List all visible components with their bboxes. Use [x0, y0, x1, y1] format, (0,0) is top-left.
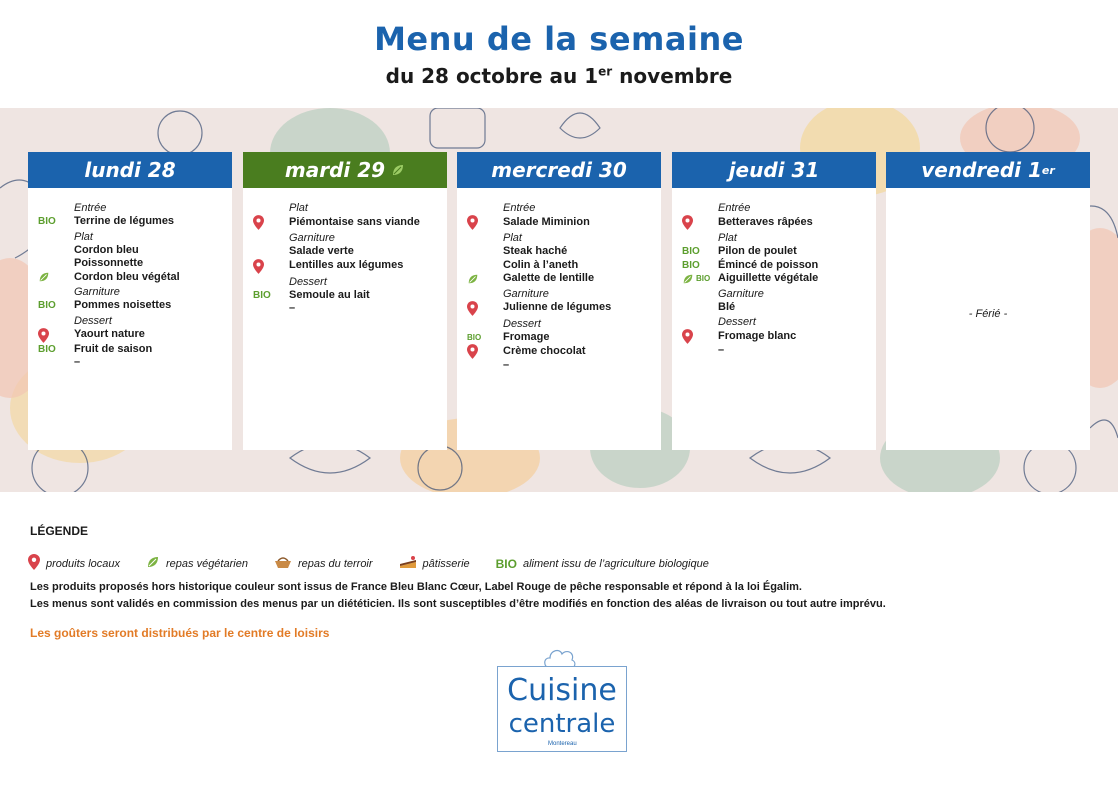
section-label: Garniture — [74, 286, 120, 298]
menu-item-text: Cordon bleu végétal — [74, 270, 180, 283]
menu-section — [467, 232, 655, 286]
menu-item — [467, 331, 655, 345]
section-label: Plat — [503, 232, 522, 244]
menu-item — [467, 245, 655, 259]
menu-item — [682, 272, 870, 286]
leaf-icon — [391, 158, 405, 182]
menu-item-text: Semoule au lait — [289, 288, 370, 301]
pin-icon — [467, 301, 503, 316]
bio-badge — [38, 343, 74, 357]
menu-item — [38, 257, 226, 271]
legend-veg — [146, 555, 248, 572]
logo-tag: Montereau — [548, 741, 577, 747]
menu-item — [467, 344, 655, 359]
menu-item-text: Émincé de poisson — [718, 258, 819, 271]
menu-item-text: Blé — [718, 300, 736, 313]
pin-icon — [682, 329, 718, 344]
menu-item-text: Fruit de saison — [74, 342, 153, 355]
bio-label: BIO — [682, 246, 700, 257]
section-label: Entrée — [718, 202, 751, 214]
day-name: vendredi 1 — [921, 158, 1042, 182]
bio-badge — [253, 289, 289, 303]
bio-badge — [467, 331, 503, 345]
pin-icon — [253, 215, 289, 230]
legend-local-label: produits locaux — [46, 557, 120, 570]
menu-item-text: – — [74, 356, 81, 368]
cake-icon — [399, 555, 417, 572]
menu-item-text: Betteraves râpées — [718, 215, 813, 228]
legend-note: Les menus sont validés en commission des menus par un diététicien. Ils sont susceptibles d’être modifiés en fonction des aléas de livraison ou tout autre imprévu. — [30, 598, 886, 610]
day-header — [457, 152, 661, 188]
menu-item-text: – — [503, 359, 510, 371]
bio-badge — [38, 299, 74, 313]
legend-veg-label: repas végétarien — [166, 557, 248, 570]
menu-item — [682, 245, 870, 259]
menu-item-text: Colin à l’aneth — [503, 258, 579, 271]
bio-badge — [682, 259, 718, 273]
day-column-tuesday — [243, 152, 447, 450]
day-name: mardi 29 — [284, 158, 386, 182]
menu-item-text: Galette de lentille — [503, 272, 595, 284]
pin-icon — [467, 215, 503, 230]
section-label: Plat — [74, 230, 93, 243]
day-name: mercredi 30 — [491, 158, 627, 182]
day-header — [886, 152, 1090, 188]
menu-item — [467, 301, 655, 316]
day-menu — [672, 188, 876, 358]
menu-section — [38, 315, 226, 370]
menu-item-text: – — [289, 302, 296, 314]
day-menu — [457, 188, 661, 373]
menu-item-text: – — [718, 344, 725, 356]
day-name: lundi 28 — [84, 158, 176, 182]
basket-icon — [274, 555, 292, 572]
logo-line2: centrale — [508, 709, 616, 739]
menu-item-text: Julienne de légumes — [503, 301, 612, 314]
day-column-friday — [886, 152, 1090, 450]
day-column-thursday — [672, 152, 876, 450]
menu-item — [467, 272, 655, 286]
menu-item-text: Crème chocolat — [503, 344, 586, 357]
section-label: Entrée — [503, 202, 536, 214]
leaf-icon — [38, 271, 74, 283]
menu-item — [253, 259, 441, 274]
menu-item — [253, 289, 441, 303]
section-label: Dessert — [289, 275, 327, 288]
menu-section — [38, 231, 226, 285]
menu-item — [682, 259, 870, 273]
day-column-monday — [28, 152, 232, 450]
menu-item-text: Steak haché — [503, 245, 568, 257]
bio-label: BIO — [467, 332, 482, 342]
legend-terroir-label: repas du terroir — [297, 557, 373, 570]
menu-item-text: Yaourt nature — [74, 328, 145, 341]
menu-item-text: Fromage blanc — [718, 329, 797, 342]
pin-icon — [467, 344, 503, 359]
menu-item — [38, 299, 226, 313]
section-label: Garniture — [503, 287, 549, 300]
day-column-wednesday — [457, 152, 661, 450]
subtitle-sup: er — [598, 64, 613, 79]
menu-item — [682, 329, 870, 344]
bio-badge — [682, 245, 718, 259]
section-label: Garniture — [718, 287, 764, 300]
menu-item-text: Fromage — [503, 330, 550, 343]
menu-item — [253, 245, 441, 259]
section-label: Dessert — [718, 316, 756, 328]
day-menu — [28, 188, 232, 370]
menu-item — [682, 215, 870, 230]
logo-line1: Cuisine — [507, 673, 617, 708]
menu-item-text: Piémontaise sans viande — [289, 215, 420, 228]
menu-section — [682, 316, 870, 358]
leaf-bio-icon — [682, 272, 718, 286]
menu-item-text: Aiguillette végétale — [718, 272, 819, 284]
section-label: Entrée — [74, 202, 107, 214]
bio-label: BIO — [253, 289, 271, 301]
legend-bio-label: aliment issu de l’agriculture biologique — [522, 557, 709, 570]
page-title: Menu de la semaine — [374, 20, 744, 58]
day-name: jeudi 31 — [728, 158, 820, 182]
menu-section — [467, 318, 655, 373]
legend-patisserie-label: pâtisserie — [422, 557, 470, 570]
snack-notice: Les goûters seront distribués par le centre de loisirs — [30, 626, 330, 640]
pin-icon — [38, 328, 74, 343]
section-label: Plat — [289, 202, 308, 214]
day-header — [243, 152, 447, 188]
menu-item — [253, 302, 441, 316]
menu-item — [38, 343, 226, 357]
bio-label: BIO — [38, 343, 56, 355]
legend-patisserie — [399, 555, 470, 572]
legend-note: Les produits proposés hors historique couleur sont issus de France Bleu Blanc Cœur, Label Rouge de pêche responsable et répond à la loi Égalim. — [30, 581, 802, 593]
legend — [28, 554, 735, 573]
pin-icon — [682, 215, 718, 230]
menu-section — [253, 276, 441, 316]
bio-label: BIO — [38, 216, 56, 227]
menu-item — [38, 328, 226, 343]
cuisine-centrale-logo — [497, 666, 627, 752]
menu-item — [467, 359, 655, 373]
legend-title: LÉGENDE — [30, 524, 89, 538]
bio-label: BIO — [38, 300, 56, 311]
pin-icon — [253, 259, 289, 274]
menu-item — [38, 244, 226, 258]
menu-section — [682, 288, 870, 315]
pin-icon — [28, 554, 40, 573]
menu-item — [682, 301, 870, 315]
menu-item-text: Terrine de légumes — [74, 215, 175, 227]
menu-item-text: Cordon bleu — [74, 243, 139, 256]
menu-item-text: Pilon de poulet — [718, 245, 797, 257]
subtitle-text: du 28 octobre au 1 — [385, 64, 599, 88]
menu-item-text: Poissonnette — [74, 257, 144, 269]
menu-section — [253, 232, 441, 274]
section-label: Dessert — [74, 314, 112, 327]
bio-label: BIO — [682, 259, 700, 271]
menu-item — [38, 356, 226, 370]
menu-section — [467, 288, 655, 316]
menu-item — [682, 344, 870, 358]
bio-label: BIO — [696, 274, 711, 283]
menu-item-text: Lentilles aux légumes — [289, 259, 404, 272]
day-name-sup: er — [1041, 163, 1055, 177]
menu-item — [467, 215, 655, 230]
menu-item-text: Salade Miminion — [503, 215, 590, 228]
legend-local — [28, 554, 120, 573]
menu-item — [38, 215, 226, 229]
day-menu — [243, 188, 447, 316]
menu-item — [38, 271, 226, 285]
menu-section — [253, 202, 441, 230]
menu-item-text: Salade verte — [289, 245, 354, 257]
holiday-label: - Férié - — [968, 308, 1008, 320]
leaf-icon — [467, 273, 503, 285]
legend-terroir — [274, 555, 373, 572]
menu-section — [467, 202, 655, 230]
section-label: Plat — [718, 232, 737, 244]
menu-section — [38, 202, 226, 229]
day-header — [28, 152, 232, 188]
section-label: Garniture — [289, 232, 335, 244]
legend-bio — [496, 557, 709, 571]
menu-item — [467, 259, 655, 273]
menu-section — [682, 232, 870, 286]
leaf-icon — [146, 555, 160, 572]
day-header — [672, 152, 876, 188]
section-label: Dessert — [503, 317, 541, 330]
menu-section — [38, 286, 226, 313]
subtitle-text-end: novembre — [612, 64, 733, 88]
page-subtitle — [0, 64, 1118, 88]
menu-section — [682, 202, 870, 230]
bio-badge: BIO — [495, 556, 517, 571]
bio-badge — [38, 215, 74, 229]
menu-item — [253, 215, 441, 230]
menu-item-text: Pommes noisettes — [74, 299, 172, 311]
